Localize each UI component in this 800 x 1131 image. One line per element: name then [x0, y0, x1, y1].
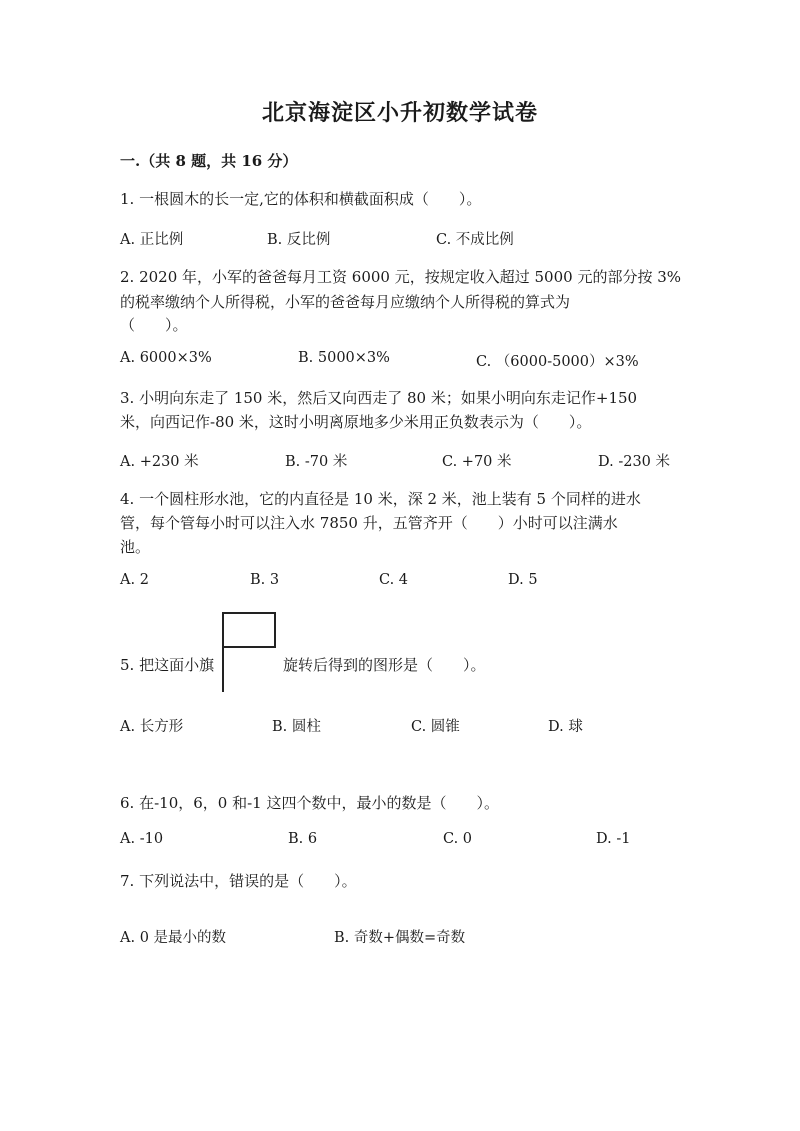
question-6-option-b: B. 6: [288, 831, 318, 847]
question-2-option-a: A. 6000×3%: [120, 350, 212, 366]
flag-figure: [222, 612, 280, 694]
question-5-text-suffix: 旋转后得到的图形是（ ）。: [283, 656, 486, 674]
question-4-option-d: D. 5: [508, 572, 538, 588]
question-2-option-b: B. 5000×3%: [298, 350, 390, 366]
question-6-option-a: A. -10: [120, 831, 164, 847]
question-5-option-d: D. 球: [548, 719, 583, 735]
question-3-option-a: A. +230 米: [120, 454, 199, 470]
page-title: 北京海淀区小升初数学试卷: [261, 100, 538, 126]
question-1-text: 1. 一根圆木的长一定,它的体积和横截面积成（ ）。: [120, 190, 482, 208]
question-4-option-a: A. 2: [120, 572, 149, 588]
flag-cloth: [222, 612, 276, 648]
question-6-option-d: D. -1: [596, 831, 631, 847]
question-4-text-line-3: 池。: [120, 538, 151, 556]
question-3-option-d: D. -230 米: [598, 454, 671, 470]
question-6-text: 6. 在-10，6，0 和-1 这四个数中，最小的数是（ ）。: [120, 794, 499, 812]
question-3-option-b: B. -70 米: [285, 454, 348, 470]
question-2-text-line-3: （ ）。: [120, 316, 188, 334]
question-3-text-line-1: 3. 小明向东走了 150 米，然后又向西走了 80 米；如果小明向东走记作+150: [120, 389, 638, 407]
question-7-option-b: B. 奇数+偶数=奇数: [334, 930, 466, 946]
question-4-option-c: C. 4: [379, 572, 409, 588]
question-1-option-c: C. 不成比例: [436, 232, 514, 248]
question-2-text-line-2: 的税率缴纳个人所得税，小军的爸爸每月应缴纳个人所得税的算式为: [120, 293, 571, 311]
question-6-option-c: C. 0: [443, 831, 473, 847]
question-1-option-b: B. 反比例: [267, 232, 331, 248]
question-7-option-a: A. 0 是最小的数: [120, 930, 227, 946]
question-4-text-line-1: 4. 一个圆柱形水池，它的内直径是 10 米，深 2 米，池上装有 5 个同样的进水: [120, 490, 641, 508]
question-7-text: 7. 下列说法中，错误的是（ ）。: [120, 872, 357, 890]
question-4-text-line-2: 管，每个管每小时可以注入水 7850 升，五管齐开（ ）小时可以注满水: [120, 514, 618, 532]
question-5-option-a: A. 长方形: [120, 719, 184, 735]
question-5-option-b: B. 圆柱: [272, 719, 321, 735]
question-2-option-c: C. （6000-5000）×3%: [476, 354, 639, 370]
question-5-option-c: C. 圆锥: [411, 719, 460, 735]
section-heading: 一.（共 8 题，共 16 分）: [120, 152, 298, 170]
question-2-text-line-1: 2. 2020 年，小军的爸爸每月工资 6000 元，按规定收入超过 5000 元的部分按 3%: [120, 268, 682, 286]
question-3-option-c: C. +70 米: [442, 454, 512, 470]
question-5-text-prefix: 5. 把这面小旗: [120, 656, 215, 674]
question-4-option-b: B. 3: [250, 572, 280, 588]
question-1-option-a: A. 正比例: [120, 232, 184, 248]
question-3-text-line-2: 米，向西记作-80 米，这时小明离原地多少米用正负数表示为（ ）。: [120, 413, 592, 431]
